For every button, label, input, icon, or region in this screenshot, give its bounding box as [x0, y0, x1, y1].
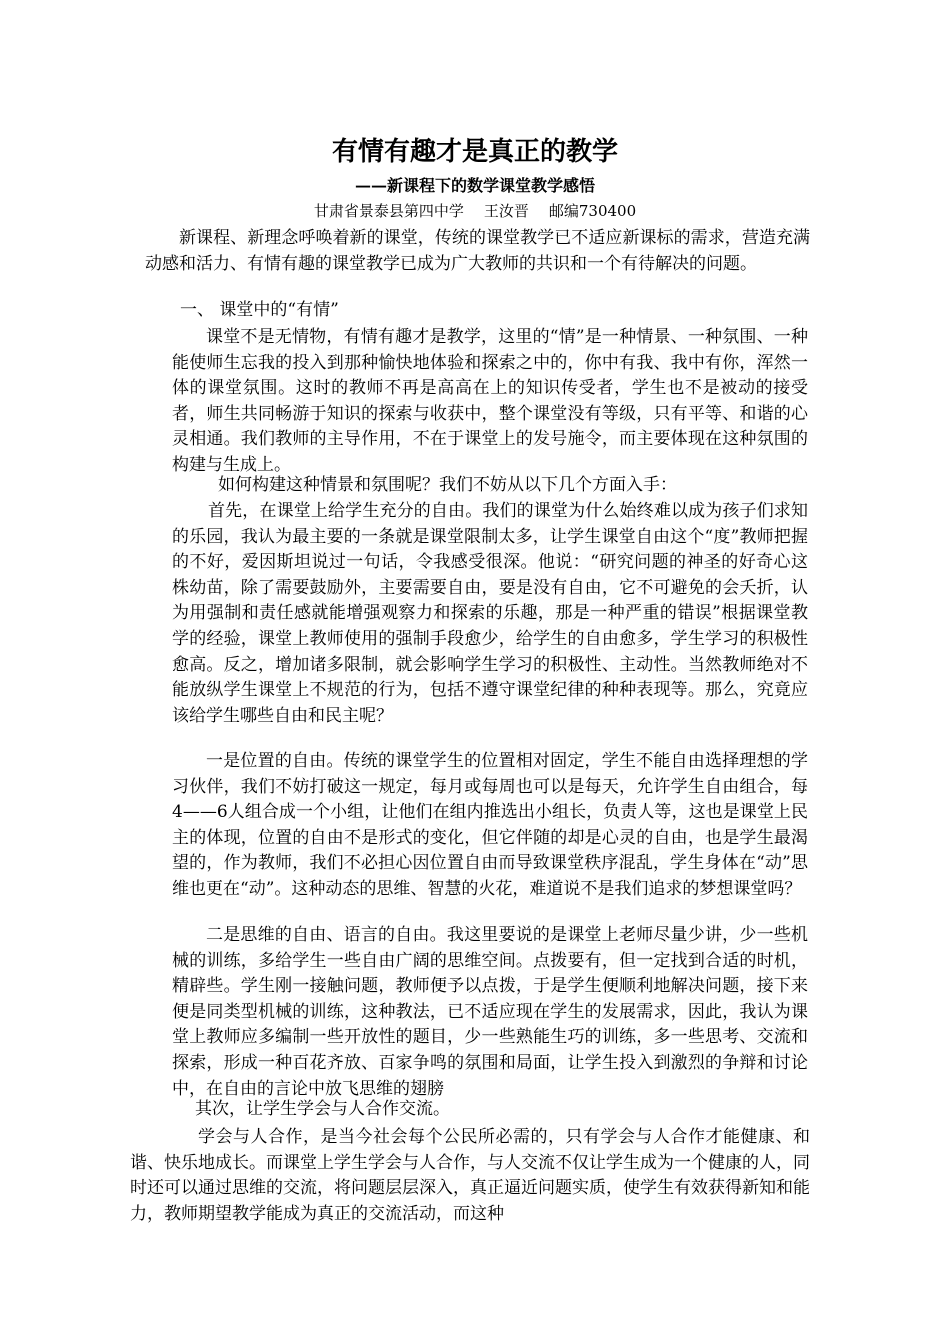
paragraph-thought-freedom: 二是思维的自由、语言的自由。我这里要说的是课堂上老师尽量少讲，少一些机械的训练，多给学生一些自由广阔的思维空间。点拨要有，但一定找到合适的时机，精辟些。学生刚一接触问题，教师便予以点拨，于是学生便顺利地解决问题，接下来便是同类型机械的训练，这种教法，已不适应现在学生的发展需求，因此，我认为课堂上教师应多编制一些开放性的题目，少一些熟能生巧的训练，多一些思考、交流和探索，形成一种百花齐放、百家争鸣的氛围和局面，让学生投入到激烈的争辩和讨论中，在自由的言论中放飞思维的翅膀 [172, 925, 808, 1099]
document-title: 有情有趣才是真正的教学 [331, 137, 618, 167]
paragraph-how-to-build: 如何构建这种情景和氛围呢？我们不妨从以下几个方面入手： [218, 475, 677, 495]
paragraph-cooperation-detail: 学会与人合作，是当今社会每个公民所必需的，只有学会与人合作才能健康、和谐、快乐地成长。而课堂上学生学会与人合作，与人交流不仅让学生成为一个健康的人，同时还可以通过思维的交流，将问题层层深入，真正逼近问题实质，使学生有效获得新知和能力，教师期望教学能成为真正的交流活动，而这种 [130, 1127, 810, 1224]
author-school: 甘肃省景泰县第四中学 [313, 202, 464, 220]
author-postcode: 邮编730400 [548, 202, 637, 220]
paragraph-classroom-emotion: 课堂不是无情物，有情有趣才是教学，这里的“情”是一种情景、一种氛围、一种能使师生忘我的投入到那种愉快地体验和探索之中的，你中有我、我中有你，浑然一体的课堂氛围。这时的教师不再是高高在上的知识传受者，学生也不是被动的接受者，师生共同畅游于知识的探索与收获中，整个课堂没有等级，只有平等、和谐的心灵相通。我们教师的主导作用，不在于课堂上的发号施令，而主要体现在这种氛围的构建与生成上。 [172, 327, 808, 475]
section-heading-1: 一、 课堂中的“有情” [180, 300, 339, 320]
author-line [0, 200, 950, 222]
paragraph-intro: 新课程、新理念呼唤着新的课堂，传统的课堂教学已不适应新课标的需求，营造充满动感和活力、有情有趣的课堂教学已成为广大教师的共识和一个有待解决的问题。 [145, 228, 810, 274]
document-subtitle: ——新课程下的数学课堂教学感悟 [354, 176, 595, 195]
paragraph-first-freedom: 首先，在课堂上给学生充分的自由。我们的课堂为什么始终难以成为孩子们求知的乐园，我认为最主要的一条就是课堂限制太多，让学生课堂自由这个“度”教师把握的不好，爱因斯坦说过一句话，令我感受很深。他说：“研究问题的神圣的好奇心这株幼苗，除了需要鼓励外，主要需要自由，要是没有自由，它不可避免的会夭折，认为用强制和责任感就能增强观察力和探索的乐趣，那是一种严重的错误”根据课堂教学的经验，课堂上教师使用的强制手段愈少，给学生的自由愈多，学生学习的积极性愈高。反之，增加诸多限制，就会影响学生学习的积极性、主动性。当然教师绝对不能放纵学生课堂上不规范的行为，包括不遵守课堂纪律的种种表现等。那么，究竟应该给学生哪些自由和民主呢？ [172, 501, 808, 726]
paragraph-second-cooperation: 其次，让学生学会与人合作交流。 [195, 1099, 450, 1119]
paragraph-seat-freedom: 一是位置的自由。传统的课堂学生的位置相对固定，学生不能自由选择理想的学习伙伴，我们不妨打破这一规定，每月或每周也可以是每天，允许学生自由组合，每4——6人组合成一个小组，让他们在组内推选出小组长，负责人等，这也是课堂上民主的体现，位置的自由不是形式的变化，但它伴随的却是心灵的自由，也是学生最渴望的，作为教师，我们不必担心因位置自由而导致课堂秩序混乱，学生身体在“动”思维也更在“动”。这种动态的思维、智慧的火花，难道说不是我们追求的梦想课堂吗？ [172, 751, 808, 899]
author-name: 王汝晋 [483, 202, 529, 220]
